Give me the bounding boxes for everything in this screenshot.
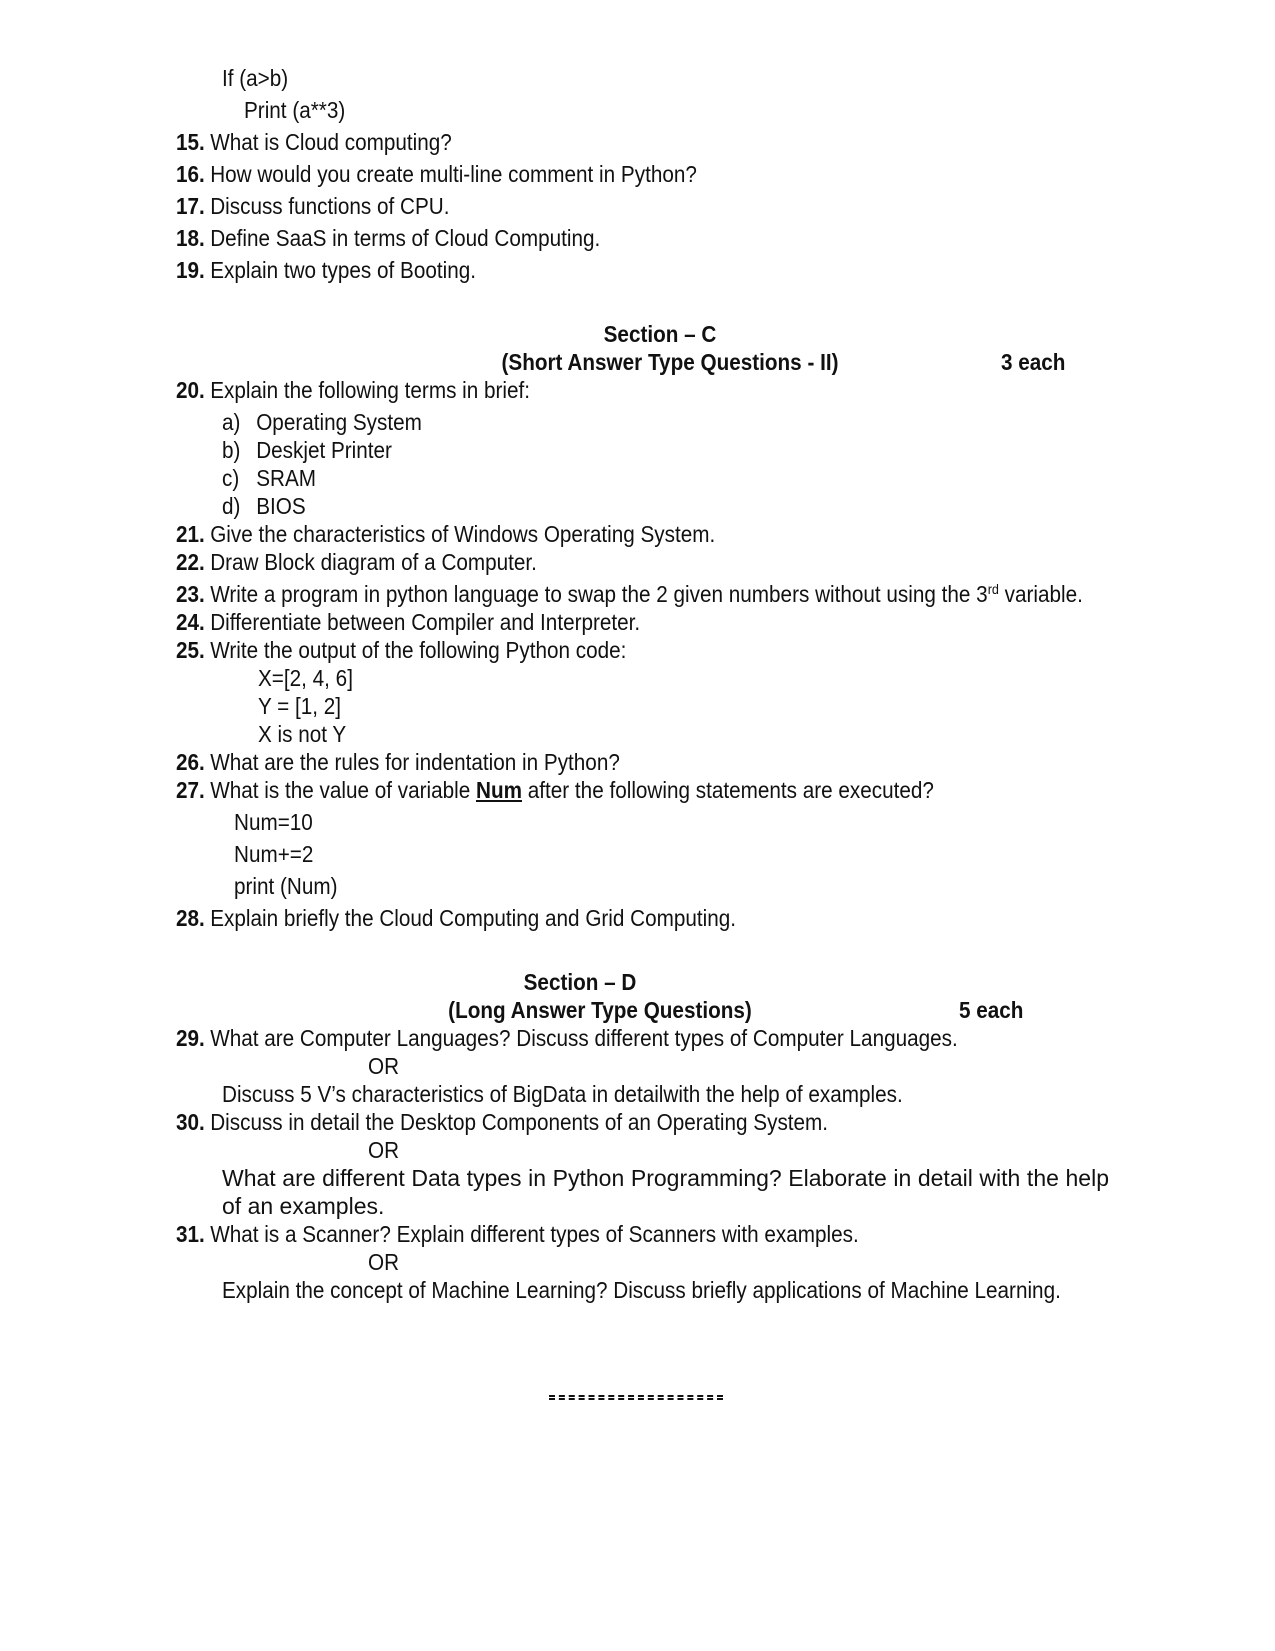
question-number: 17. [176,193,205,219]
question-text: Differentiate between Compiler and Interpreter. [210,609,641,635]
code-line: Num+=2 [234,841,314,867]
code-line: X is not Y [258,721,347,747]
code-line: Num=10 [234,809,313,835]
section-c-title: Section – C [603,321,717,347]
end-of-paper-rule [549,1398,723,1400]
section-d-subtitle: (Long Answer Type Questions) [448,997,752,1023]
or-separator: OR [368,1137,400,1163]
question-text: Discuss functions of CPU. [210,193,450,219]
list-item-label: a) [222,409,241,435]
question-number: 18. [176,225,205,251]
list-item [222,492,306,520]
question-text-part: Write a program in python language to swap the 2 given numbers without using the 3 [210,581,988,607]
list-item [222,464,317,492]
question-text [210,580,1083,608]
code-line: X=[2, 4, 6] [258,665,353,691]
question-text: Discuss in detail the Desktop Components of an Operating System. [210,1109,829,1135]
list-item-label: d) [222,493,241,519]
question-number: 27. [176,777,205,803]
question-number: 31. [176,1221,205,1247]
question-number: 21. [176,521,205,547]
end-of-paper-rule [549,1395,723,1397]
list-item [222,436,392,464]
question-text: Explain two types of Booting. [210,257,477,283]
alternative-question: Discuss 5 V’s characteristics of BigData in detailwith the help of examples. [222,1081,903,1107]
question-text: Explain the following terms in brief: [210,377,531,403]
question-number: 26. [176,749,205,775]
list-item [222,408,422,436]
or-separator: OR [368,1249,400,1275]
question-text-part: after the following statements are executed? [522,777,934,803]
question-text: How would you create multi-line comment in Python? [210,161,697,187]
question-number: 23. [176,581,205,607]
or-separator: OR [368,1053,400,1079]
question-text: Write the output of the following Python code: [210,637,627,663]
question-text: What are Computer Languages? Discuss different types of Computer Languages. [210,1025,958,1051]
question-number: 15. [176,129,205,155]
code-line: If (a>b) [222,65,289,91]
alternative-question: Explain the concept of Machine Learning? Discuss briefly applications of Machine Learning. [222,1277,1061,1303]
question-number: 20. [176,377,205,403]
code-line: Print (a**3) [244,97,346,123]
question-number: 16. [176,161,205,187]
code-line: print (Num) [234,873,338,899]
list-item-text: Deskjet Printer [256,437,392,463]
section-d-title: Section – D [523,969,637,995]
question-number: 25. [176,637,205,663]
question-number: 28. [176,905,205,931]
ordinal-suffix: rd [987,581,999,597]
question-number: 22. [176,549,205,575]
section-c-subtitle: (Short Answer Type Questions - II) [501,349,839,375]
list-item-text: Operating System [256,409,422,435]
question-text: What is Cloud computing? [210,129,452,155]
list-item-text: BIOS [256,493,306,519]
list-item-text: SRAM [256,465,317,491]
section-d-marks: 5 each [959,997,1024,1023]
list-item-label: c) [222,465,240,491]
question-text: What is a Scanner? Explain different types of Scanners with examples. [210,1221,859,1247]
alternative-question: What are different Data types in Python Programming? Elaborate in detail with the help of an examples. [222,1165,1109,1219]
question-number: 24. [176,609,205,635]
question-text [210,776,934,804]
question-text: Define SaaS in terms of Cloud Computing. [210,225,601,251]
list-item-label: b) [222,437,241,463]
section-c-marks: 3 each [1001,349,1066,375]
question-text: Draw Block diagram of a Computer. [210,549,537,575]
variable-name: Num [475,777,523,803]
question-number: 29. [176,1025,205,1051]
code-line: Y = [1, 2] [258,693,342,719]
question-text-part: What is the value of variable [210,777,476,803]
question-text-part: variable. [998,581,1083,607]
question-text: What are the rules for indentation in Python? [210,749,620,775]
question-text: Explain briefly the Cloud Computing and Grid Computing. [210,905,737,931]
question-text: Give the characteristics of Windows Operating System. [210,521,716,547]
question-number: 19. [176,257,205,283]
question-number: 30. [176,1109,205,1135]
